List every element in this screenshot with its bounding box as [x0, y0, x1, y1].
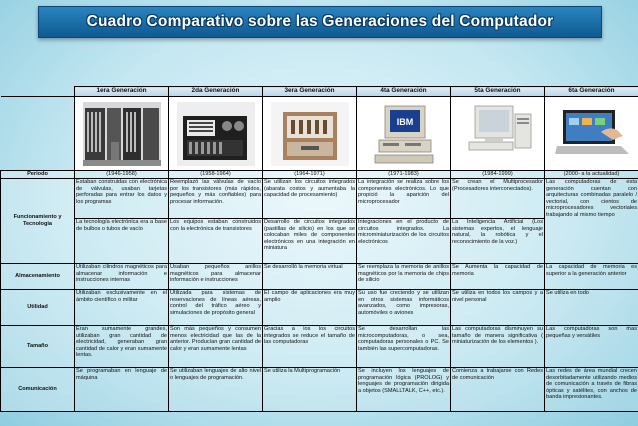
title-banner — [38, 6, 602, 38]
table-cell: Son más pequeños y consumen menos electricidad que las de la anterior. Producían gran cantidad de calor y eran sumamente lentas — [169, 326, 263, 368]
period-cell: (2000- a la actualidad) — [545, 171, 638, 179]
table-cell: Se utiliza la Multiprogramación — [263, 368, 357, 412]
table-cell: El campo de aplicaciones era muy amplio — [263, 290, 357, 326]
table-cell: Se utiliza en todo — [545, 290, 638, 326]
vacuum-tube-computer-image — [75, 97, 169, 171]
comparison-table — [0, 86, 638, 412]
table-cell: Se utilizan los circuitos integrados (abarata costos y aumentaba la capacidad de procesamiento) — [263, 179, 357, 219]
table-cell: La Inteligencia Artificial (Los sistemas expertos, el lenguaje natural, la robótica y el reconocimiento de la voz.) — [451, 219, 545, 264]
table-cell: Se Aumenta la capacidad de memoria — [451, 264, 545, 290]
table-cell: Estaban construidas con electrónica de válvulas, usaban tarjetas perforadas para entrar los datos y los programas — [75, 179, 169, 219]
table-cell: Desarrollo de circuitos integrados (pastillas de silicio) en los que se colocaban miles de componentes electrónicos en una integración en miniatura — [263, 219, 357, 264]
table-cell: Las redes de área mundial crecen desorbitadamente utilizando medios de comunicación a través de fibras ópticas y satélites, con anchos de banda impresionantes. — [545, 368, 638, 412]
corner-cell — [1, 87, 75, 97]
table-cell: Se programaban en lenguaje de máquina — [75, 368, 169, 412]
table-cell: Reemplazó las válvulas de vacío por los transistores (más rápidos, pequeños y más confiables) para procesar información. — [169, 179, 263, 219]
row-label-comunicacion: Comunicación — [1, 368, 75, 412]
row-label-tamano: Tamaño — [1, 326, 75, 368]
table-cell: Utilizada para sistemas de reservaciones de líneas aéreas, control del tráfico aéreo y simulaciones de propósito general — [169, 290, 263, 326]
table-cell: Se desarrolló la memoria virtual — [263, 264, 357, 290]
table-cell: Los equipos estaban construidos con la electrónica de transistores — [169, 219, 263, 264]
generation-header: 2da Generación — [169, 87, 263, 97]
touchscreen-laptop-image — [545, 97, 638, 171]
table-cell: Gracias a los los circuitos integrados se reduce el tamaño de las computadoras — [263, 326, 357, 368]
table-cell: Se reemplaza la memoria de anillos magnéticos por la memoria de chips de silicio — [357, 264, 451, 290]
table-cell: Utilizaban exclusivamente en el ámbito científico o militar — [75, 290, 169, 326]
period-cell: (1946-1958) — [75, 171, 169, 179]
table-cell: La tecnología electrónica era a base de bulbos o tubos de vacío — [75, 219, 169, 264]
row-label-funcionamiento: Funcionamiento y Tecnologia — [1, 179, 75, 264]
table-cell: Su uso fue creciendo y se utilizan en otros sistemas informáticos avanzados, como impresoras, automóviles o aviones — [357, 290, 451, 326]
row-label-almacenamiento: Almacenamiento — [1, 264, 75, 290]
generation-header: 1era Generación — [75, 87, 169, 97]
table-cell: Usaban pequeños anillos magnéticos para almacenar información e instrucciones — [169, 264, 263, 290]
ibm-personal-computer-image — [357, 97, 451, 171]
table-cell: Se utiliza en todos los campos y a nivel personal — [451, 290, 545, 326]
generation-header: 6ta Generación — [545, 87, 638, 97]
table-cell: Se incluyen los lenguajes de programación lógica (PROLOG) y lenguajes de programación dirigida a objetos (SMALLTALK, C++, etc.). — [357, 368, 451, 412]
table-cell: Las computadoras de esta generación cuentan con arquitecturas combinadas paralelo / vectorial, con cientos de microprocesadores vectoriales trabajando al mismo tiempo — [545, 179, 638, 264]
table-cell: Se crean el Multiprocesador (Procesadores interconectados). — [451, 179, 545, 219]
table-cell: Comienza a trabajarse con Redes de comunicación — [451, 368, 545, 412]
corner-cell — [1, 97, 75, 171]
generation-header: 5ta Generación — [451, 87, 545, 97]
table-cell: Se utilizaban lenguajes de alto nivel o lenguajes de programación. — [169, 368, 263, 412]
row-label-periodo: Periodo — [1, 171, 75, 179]
row-label-utilidad: Utilidad — [1, 290, 75, 326]
period-cell: (1958-1964) — [169, 171, 263, 179]
period-cell: (1971-1983) — [357, 171, 451, 179]
table-cell: Las computadoras son mas pequeñas y versátiles — [545, 326, 638, 368]
integrated-circuit-computer-image — [263, 97, 357, 171]
page-title: Cuadro Comparativo sobre las Generaciones del Computador — [86, 13, 554, 30]
table-cell: Utilizaban cilindros magnéticos para almacenar información e instrucciones internas — [75, 264, 169, 290]
generation-header: 3era Generación — [263, 87, 357, 97]
transistor-computer-image — [169, 97, 263, 171]
period-cell: (1984-1999) — [451, 171, 545, 179]
desktop-computer-image — [451, 97, 545, 171]
table-cell: Las computadoras disminuyen su tamaño de manera significativa ( miniaturización de los elementos ). — [451, 326, 545, 368]
table-cell: Integraciones en el producto de circuitos integrados. La microminiaturización de los circuitos electrónicos — [357, 219, 451, 264]
table-cell: La integración se realiza sobre los componentes electrónicos. Lo que propició la aparición del microprocesador — [357, 179, 451, 219]
table-cell: Se desarrollan las microcomputadoras, o sea, computadoras personales o PC. Se también las supercomputadoras. — [357, 326, 451, 368]
table-cell: La capacidad de memoria es superior a la generación anterior — [545, 264, 638, 290]
svg-text:IBM: IBM — [396, 116, 413, 127]
period-cell: (1964-1971) — [263, 171, 357, 179]
generation-header: 4ta Generación — [357, 87, 451, 97]
table-cell: Eran sumamente grandes, utilizaban gran cantidad de electricidad, generaban gran cantidad de calor y eran sumamente lentas. — [75, 326, 169, 368]
